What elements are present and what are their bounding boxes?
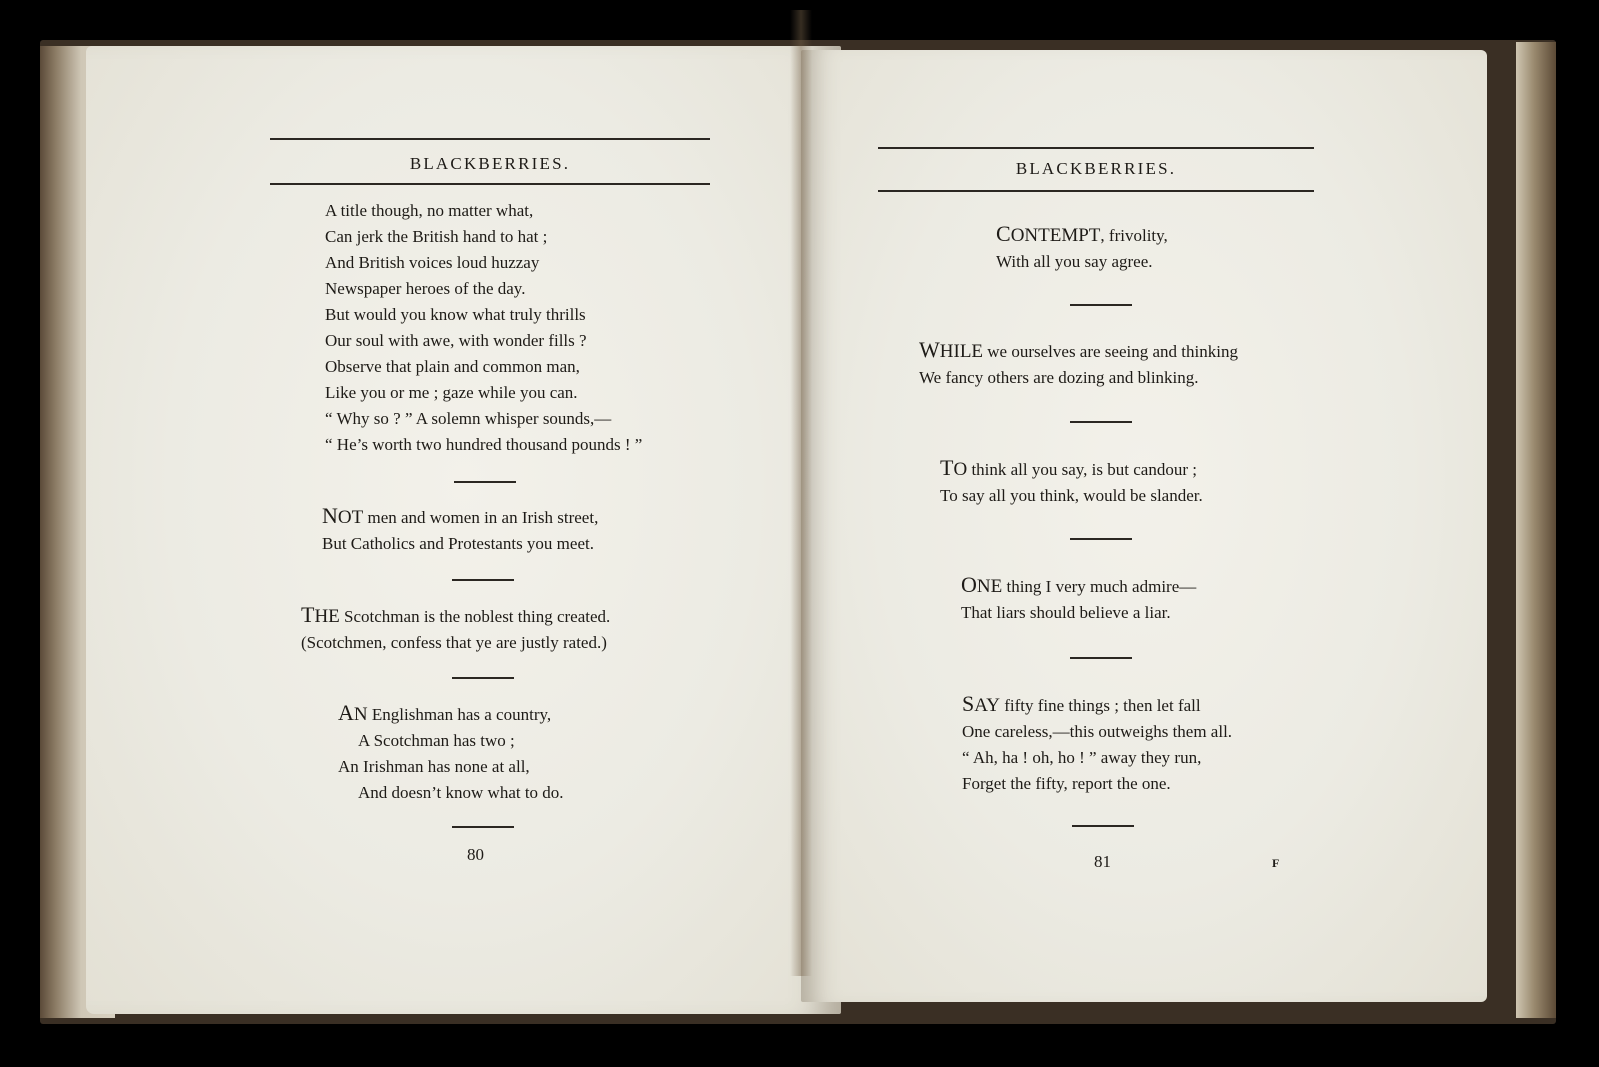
verse-text: Englishman has a country, [367,705,552,724]
verse-line [338,700,564,728]
verse-text: men and women in an Irish street, [363,508,599,527]
verse-line [940,455,1203,483]
right-page [801,50,1487,1002]
header-rule-bottom-left [270,183,710,185]
stanza-separator [1072,825,1134,827]
verse-line: Observe that plain and common man, [325,357,580,376]
initial-capital: C [996,221,1011,246]
verse-line: With all you say agree. [996,252,1153,271]
verse-line: One careless,—this outweighs them all. [962,722,1233,741]
small-caps: N [353,704,368,725]
verse-line: But Catholics and Protestants you meet. [322,534,594,553]
verse-line [961,572,1196,600]
initial-capital: A [338,700,354,725]
signature-mark: F [1272,856,1280,870]
stanza-separator [452,677,514,679]
running-header-right: BLACKBERRIES. [1015,159,1177,178]
verse-text: think all you say, is but candour ; [967,460,1197,479]
page-number-right: 81 [1094,852,1111,871]
stanza-separator [1070,657,1132,659]
verse-line: An Irishman has none at all, [338,757,530,776]
small-caps: AY [974,695,1000,716]
verse-line: “ Ah, ha ! oh, ho ! ” away they run, [962,748,1202,767]
initial-capital: O [961,572,977,597]
verse-text: fifty fine things ; then let fall [999,696,1201,715]
right-stanza-1 [996,221,1168,275]
initial-capital: T [301,602,315,627]
right-stanza-5 [962,691,1232,797]
running-header-left: BLACKBERRIES. [409,154,571,173]
verse-line: To say all you think, would be slander. [940,486,1203,505]
verse-line [996,221,1168,249]
right-stanza-4 [961,572,1196,626]
page-edges-right [1516,42,1556,1018]
verse-line: A title though, no matter what, [325,201,534,220]
left-stanza-4 [338,700,564,806]
stanza-separator [1070,421,1132,423]
verse-text: , frivolity, [1100,226,1168,245]
initial-capital: W [919,337,940,362]
verse-line: We fancy others are dozing and blinking. [919,368,1199,387]
stanza-separator [1070,304,1132,306]
verse-line: But would you know what truly thrills [325,305,586,324]
verse-text: we ourselves are seeing and thinking [983,342,1238,361]
verse-line: (Scotchmen, confess that ye are justly rated.) [301,633,607,652]
verse-line: Like you or me ; gaze while you can. [325,383,578,402]
verse-line [919,337,1238,365]
stanza-separator [1070,538,1132,540]
book-gutter [790,10,812,976]
verse-line: Can jerk the British hand to hat ; [325,227,548,246]
verse-text: Scotchman is the noblest thing created. [339,607,611,626]
small-caps: HE [314,606,340,627]
small-caps: O [953,459,968,480]
header-rule-top-left [270,138,710,140]
left-stanza-1 [325,198,642,458]
verse-line [322,503,598,531]
verse-line: And doesn’t know what to do. [358,783,564,802]
left-stanza-2 [322,503,598,557]
verse-line: Our soul with awe, with wonder fills ? [325,331,587,350]
small-caps: OT [337,507,364,528]
initial-capital: N [322,503,338,528]
small-caps: ONTEMPT [1010,225,1101,246]
verse-line: That liars should believe a liar. [961,603,1171,622]
verse-line: Newspaper heroes of the day. [325,279,526,298]
stanza-separator [454,481,516,483]
right-stanza-2 [919,337,1238,391]
verse-text: thing I very much admire— [1002,577,1197,596]
verse-line: “ Why so ? ” A solemn whisper sounds,— [325,409,612,428]
left-stanza-3 [301,602,610,656]
verse-line [301,602,610,630]
right-stanza-3 [940,455,1203,509]
small-caps: NE [976,576,1003,597]
verse-line [962,691,1232,719]
verse-line: Forget the fifty, report the one. [962,774,1171,793]
verse-line: And British voices loud huzzay [325,253,540,272]
initial-capital: T [940,455,954,480]
header-rule-top-right [878,147,1314,149]
small-caps: HILE [939,341,984,362]
header-rule-bottom-right [878,190,1314,192]
verse-line: A Scotchman has two ; [358,731,515,750]
verse-line: “ He’s worth two hundred thousand pounds ! ” [325,435,643,454]
initial-capital: S [962,691,975,716]
stanza-separator [452,826,514,828]
page-number-left: 80 [467,845,484,864]
stanza-separator [452,579,514,581]
